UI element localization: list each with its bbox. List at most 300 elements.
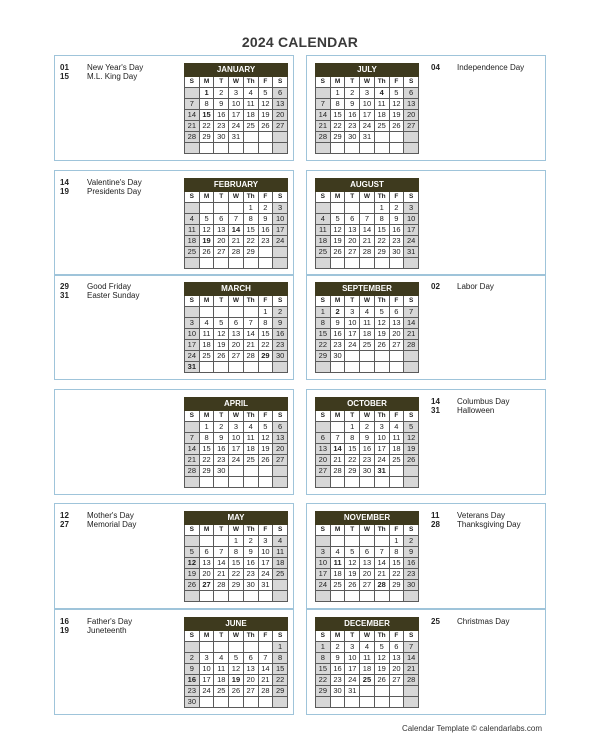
empty-cell	[273, 580, 288, 591]
day-cell: 7	[229, 214, 244, 225]
day-cell: 17	[345, 329, 360, 340]
weekday-header: S	[185, 411, 200, 422]
day-cell: 4	[330, 547, 345, 558]
day-cell: 18	[374, 110, 389, 121]
empty-cell	[199, 642, 214, 653]
empty-cell	[330, 536, 345, 547]
weekday-header: M	[330, 525, 345, 536]
day-cell: 11	[243, 99, 258, 110]
day-cell: 17	[404, 225, 419, 236]
empty-cell	[243, 591, 258, 602]
empty-cell	[374, 477, 389, 488]
empty-cell	[229, 591, 244, 602]
day-cell: 3	[229, 88, 244, 99]
weekday-header: F	[389, 411, 404, 422]
day-cell: 4	[360, 642, 375, 653]
day-cell: 22	[199, 455, 214, 466]
weekday-header: T	[214, 77, 229, 88]
day-cell: 31	[345, 686, 360, 697]
day-cell: 10	[316, 558, 331, 569]
empty-cell	[389, 362, 404, 373]
holiday-item	[60, 282, 180, 291]
day-cell: 21	[258, 675, 273, 686]
day-cell: 28	[229, 247, 244, 258]
day-cell: 12	[185, 558, 200, 569]
empty-cell	[273, 258, 288, 269]
day-cell: 14	[243, 329, 258, 340]
empty-cell	[404, 591, 419, 602]
empty-cell	[316, 203, 331, 214]
empty-cell	[404, 258, 419, 269]
day-cell: 20	[345, 236, 360, 247]
day-cell: 27	[360, 580, 375, 591]
holiday-date: 02	[431, 282, 440, 291]
holiday-list-march	[60, 282, 180, 300]
weekday-header: M	[199, 296, 214, 307]
day-cell: 10	[374, 433, 389, 444]
day-cell: 14	[214, 558, 229, 569]
empty-cell	[360, 258, 375, 269]
day-cell: 29	[243, 247, 258, 258]
day-cell: 27	[214, 247, 229, 258]
empty-cell	[404, 351, 419, 362]
day-cell: 2	[389, 203, 404, 214]
day-cell: 13	[243, 664, 258, 675]
day-cell: 26	[199, 247, 214, 258]
month-calendar-november	[315, 511, 419, 602]
holiday-item	[431, 282, 546, 291]
empty-cell	[345, 362, 360, 373]
day-cell: 6	[229, 318, 244, 329]
day-cell: 1	[199, 422, 214, 433]
day-cell: 15	[243, 225, 258, 236]
holiday-date: 11	[431, 511, 440, 520]
holiday-date: 19	[60, 187, 69, 196]
empty-cell	[273, 477, 288, 488]
empty-cell	[273, 466, 288, 477]
day-cell: 1	[374, 203, 389, 214]
day-cell: 9	[243, 547, 258, 558]
day-cell: 26	[345, 580, 360, 591]
weekday-header: S	[316, 525, 331, 536]
empty-cell	[214, 362, 229, 373]
day-cell: 9	[258, 214, 273, 225]
day-cell: 7	[214, 547, 229, 558]
holiday-item	[431, 520, 546, 529]
empty-cell	[360, 351, 375, 362]
weekday-header: M	[330, 296, 345, 307]
day-cell: 19	[185, 569, 200, 580]
weekday-header: S	[185, 296, 200, 307]
day-cell: 23	[330, 675, 345, 686]
holiday-name: Veterans Day	[457, 511, 506, 520]
weekday-header: S	[404, 631, 419, 642]
day-cell: 1	[273, 642, 288, 653]
empty-cell	[389, 477, 404, 488]
day-cell: 20	[199, 569, 214, 580]
empty-cell	[345, 351, 360, 362]
empty-cell	[185, 477, 200, 488]
empty-cell	[214, 642, 229, 653]
day-cell: 8	[316, 653, 331, 664]
weekday-header: Th	[374, 77, 389, 88]
day-cell: 3	[360, 88, 375, 99]
day-cell: 29	[374, 247, 389, 258]
day-cell: 31	[374, 466, 389, 477]
empty-cell	[258, 143, 273, 154]
day-cell: 2	[243, 536, 258, 547]
empty-cell	[199, 591, 214, 602]
day-cell: 5	[258, 422, 273, 433]
day-cell: 4	[185, 214, 200, 225]
day-cell: 3	[404, 203, 419, 214]
weekday-header: T	[345, 77, 360, 88]
holiday-name: Easter Sunday	[87, 291, 140, 300]
day-cell: 14	[185, 444, 200, 455]
empty-cell	[374, 351, 389, 362]
weekday-header: T	[345, 525, 360, 536]
day-cell: 12	[404, 433, 419, 444]
day-cell: 1	[389, 536, 404, 547]
day-cell: 16	[345, 110, 360, 121]
day-cell: 2	[214, 422, 229, 433]
holiday-list-july	[431, 63, 546, 72]
empty-cell	[199, 477, 214, 488]
weekday-header: S	[185, 631, 200, 642]
day-cell: 15	[374, 225, 389, 236]
weekday-header: W	[360, 77, 375, 88]
day-cell: 7	[185, 99, 200, 110]
day-cell: 17	[345, 664, 360, 675]
empty-cell	[273, 362, 288, 373]
empty-cell	[360, 536, 375, 547]
empty-cell	[389, 591, 404, 602]
day-cell: 24	[199, 686, 214, 697]
day-cell: 1	[243, 203, 258, 214]
weekday-header: W	[229, 631, 244, 642]
empty-cell	[404, 477, 419, 488]
day-cell: 14	[360, 225, 375, 236]
empty-cell	[330, 143, 345, 154]
empty-cell	[316, 591, 331, 602]
day-cell: 30	[330, 351, 345, 362]
empty-cell	[389, 143, 404, 154]
holiday-item	[60, 520, 180, 529]
month-calendar-august	[315, 178, 419, 269]
empty-cell	[273, 132, 288, 143]
day-cell: 28	[316, 132, 331, 143]
day-cell: 2	[404, 536, 419, 547]
day-cell: 4	[374, 88, 389, 99]
empty-cell	[229, 697, 244, 708]
day-cell: 27	[273, 121, 288, 132]
weekday-header: S	[273, 296, 288, 307]
day-cell: 14	[404, 653, 419, 664]
day-cell: 29	[316, 351, 331, 362]
empty-cell	[258, 697, 273, 708]
holiday-date: 16	[60, 617, 69, 626]
day-cell: 4	[199, 318, 214, 329]
day-cell: 29	[273, 686, 288, 697]
day-cell: 18	[360, 329, 375, 340]
day-cell: 21	[243, 340, 258, 351]
empty-cell	[258, 247, 273, 258]
day-cell: 5	[258, 88, 273, 99]
day-cell: 13	[316, 444, 331, 455]
empty-cell	[389, 351, 404, 362]
day-cell: 11	[330, 558, 345, 569]
day-cell: 21	[330, 455, 345, 466]
day-cell: 23	[273, 340, 288, 351]
day-cell: 20	[360, 569, 375, 580]
day-cell: 30	[345, 132, 360, 143]
day-cell: 4	[243, 422, 258, 433]
day-cell: 14	[258, 664, 273, 675]
month-name: NOVEMBER	[316, 512, 419, 525]
weekday-header: W	[229, 77, 244, 88]
empty-cell	[330, 258, 345, 269]
day-cell: 18	[316, 236, 331, 247]
day-cell: 22	[258, 340, 273, 351]
weekday-header: M	[330, 192, 345, 203]
day-cell: 14	[330, 444, 345, 455]
day-cell: 20	[243, 675, 258, 686]
day-cell: 27	[316, 466, 331, 477]
empty-cell	[404, 143, 419, 154]
weekday-header: M	[330, 631, 345, 642]
day-cell: 2	[273, 307, 288, 318]
weekday-header: S	[404, 525, 419, 536]
empty-cell	[330, 697, 345, 708]
weekday-header: S	[404, 192, 419, 203]
weekday-header: F	[258, 411, 273, 422]
day-cell: 1	[316, 642, 331, 653]
day-cell: 29	[229, 580, 244, 591]
empty-cell	[199, 203, 214, 214]
day-cell: 5	[330, 214, 345, 225]
empty-cell	[316, 362, 331, 373]
day-cell: 7	[258, 653, 273, 664]
day-cell: 6	[273, 422, 288, 433]
weekday-header: S	[273, 192, 288, 203]
day-cell: 11	[360, 653, 375, 664]
holiday-item	[60, 511, 180, 520]
day-cell: 26	[404, 455, 419, 466]
month-name: MAY	[185, 512, 288, 525]
day-cell: 3	[316, 547, 331, 558]
day-cell: 23	[404, 569, 419, 580]
day-cell: 19	[404, 444, 419, 455]
day-cell: 7	[404, 307, 419, 318]
day-cell: 23	[345, 121, 360, 132]
day-cell: 30	[360, 466, 375, 477]
empty-cell	[214, 697, 229, 708]
day-cell: 25	[374, 121, 389, 132]
holiday-name: Halloween	[457, 406, 495, 415]
day-cell: 24	[185, 351, 200, 362]
day-cell: 31	[360, 132, 375, 143]
day-cell: 3	[345, 642, 360, 653]
day-cell: 18	[243, 110, 258, 121]
weekday-header: M	[330, 77, 345, 88]
day-cell: 9	[360, 433, 375, 444]
day-cell: 23	[185, 686, 200, 697]
holiday-name: Thanksgiving Day	[457, 520, 521, 529]
holiday-date: 01	[60, 63, 69, 72]
empty-cell	[214, 477, 229, 488]
day-cell: 12	[330, 225, 345, 236]
day-cell: 10	[345, 318, 360, 329]
day-cell: 16	[214, 444, 229, 455]
holiday-list-june	[60, 617, 180, 635]
month-calendar-march	[184, 282, 288, 373]
day-cell: 5	[374, 307, 389, 318]
weekday-header: S	[316, 296, 331, 307]
day-cell: 7	[316, 99, 331, 110]
day-cell: 5	[229, 653, 244, 664]
day-cell: 23	[330, 340, 345, 351]
empty-cell	[389, 258, 404, 269]
day-cell: 26	[389, 121, 404, 132]
holiday-list-september	[431, 282, 546, 291]
day-cell: 6	[345, 214, 360, 225]
day-cell: 9	[389, 214, 404, 225]
empty-cell	[185, 143, 200, 154]
day-cell: 18	[273, 558, 288, 569]
day-cell: 7	[360, 214, 375, 225]
holiday-name: Independence Day	[457, 63, 525, 72]
empty-cell	[229, 258, 244, 269]
day-cell: 16	[214, 110, 229, 121]
day-cell: 12	[199, 225, 214, 236]
weekday-header: T	[345, 296, 360, 307]
weekday-header: M	[199, 525, 214, 536]
holiday-list-december	[431, 617, 546, 626]
day-cell: 23	[214, 455, 229, 466]
day-cell: 18	[199, 340, 214, 351]
day-cell: 16	[330, 664, 345, 675]
holiday-list-may	[60, 511, 180, 529]
weekday-header: W	[229, 296, 244, 307]
day-cell: 8	[273, 653, 288, 664]
day-cell: 23	[360, 455, 375, 466]
day-cell: 31	[258, 580, 273, 591]
day-cell: 25	[214, 686, 229, 697]
holiday-name: Labor Day	[457, 282, 494, 291]
empty-cell	[229, 642, 244, 653]
day-cell: 17	[199, 675, 214, 686]
weekday-header: M	[330, 411, 345, 422]
empty-cell	[345, 536, 360, 547]
weekday-header: T	[214, 411, 229, 422]
empty-cell	[185, 258, 200, 269]
empty-cell	[229, 307, 244, 318]
day-cell: 3	[273, 203, 288, 214]
day-cell: 19	[199, 236, 214, 247]
day-cell: 11	[214, 664, 229, 675]
day-cell: 28	[330, 466, 345, 477]
weekday-header: W	[360, 411, 375, 422]
empty-cell	[360, 591, 375, 602]
holiday-date: 15	[60, 72, 69, 81]
empty-cell	[374, 143, 389, 154]
weekday-header: T	[345, 192, 360, 203]
day-cell: 11	[389, 433, 404, 444]
day-cell: 31	[404, 247, 419, 258]
day-cell: 15	[229, 558, 244, 569]
day-cell: 13	[214, 225, 229, 236]
day-cell: 13	[273, 99, 288, 110]
day-cell: 25	[185, 247, 200, 258]
empty-cell	[199, 536, 214, 547]
holiday-item	[431, 406, 546, 415]
empty-cell	[345, 143, 360, 154]
day-cell: 26	[330, 247, 345, 258]
day-cell: 4	[316, 214, 331, 225]
day-cell: 18	[185, 236, 200, 247]
day-cell: 15	[273, 664, 288, 675]
day-cell: 8	[243, 214, 258, 225]
weekday-header: S	[316, 192, 331, 203]
day-cell: 10	[360, 99, 375, 110]
day-cell: 14	[229, 225, 244, 236]
holiday-item	[431, 617, 546, 626]
empty-cell	[360, 203, 375, 214]
holiday-name: M.L. King Day	[87, 72, 138, 81]
day-cell: 25	[273, 569, 288, 580]
day-cell: 7	[330, 433, 345, 444]
empty-cell	[199, 307, 214, 318]
day-cell: 27	[389, 340, 404, 351]
day-cell: 5	[389, 88, 404, 99]
day-cell: 25	[360, 340, 375, 351]
day-cell: 5	[404, 422, 419, 433]
day-cell: 28	[185, 466, 200, 477]
weekday-header: Th	[374, 525, 389, 536]
holiday-item	[60, 617, 180, 626]
empty-cell	[258, 362, 273, 373]
empty-cell	[229, 477, 244, 488]
day-cell: 1	[345, 422, 360, 433]
holiday-date: 31	[431, 406, 440, 415]
day-cell: 18	[389, 444, 404, 455]
day-cell: 10	[185, 329, 200, 340]
day-cell: 8	[199, 99, 214, 110]
day-cell: 16	[243, 558, 258, 569]
empty-cell	[316, 477, 331, 488]
day-cell: 4	[389, 422, 404, 433]
day-cell: 19	[374, 664, 389, 675]
weekday-header: S	[185, 77, 200, 88]
day-cell: 25	[316, 247, 331, 258]
weekday-header: S	[316, 631, 331, 642]
day-cell: 12	[214, 329, 229, 340]
day-cell: 29	[199, 132, 214, 143]
day-cell: 27	[199, 580, 214, 591]
empty-cell	[258, 642, 273, 653]
month-calendar-september	[315, 282, 419, 373]
month-calendar-february	[184, 178, 288, 269]
holiday-item	[60, 187, 180, 196]
day-cell: 1	[229, 536, 244, 547]
weekday-header: T	[345, 631, 360, 642]
day-cell: 3	[199, 653, 214, 664]
holiday-name: Memorial Day	[87, 520, 137, 529]
day-cell: 20	[229, 340, 244, 351]
empty-cell	[389, 132, 404, 143]
day-cell: 12	[345, 558, 360, 569]
weekday-header: W	[360, 525, 375, 536]
